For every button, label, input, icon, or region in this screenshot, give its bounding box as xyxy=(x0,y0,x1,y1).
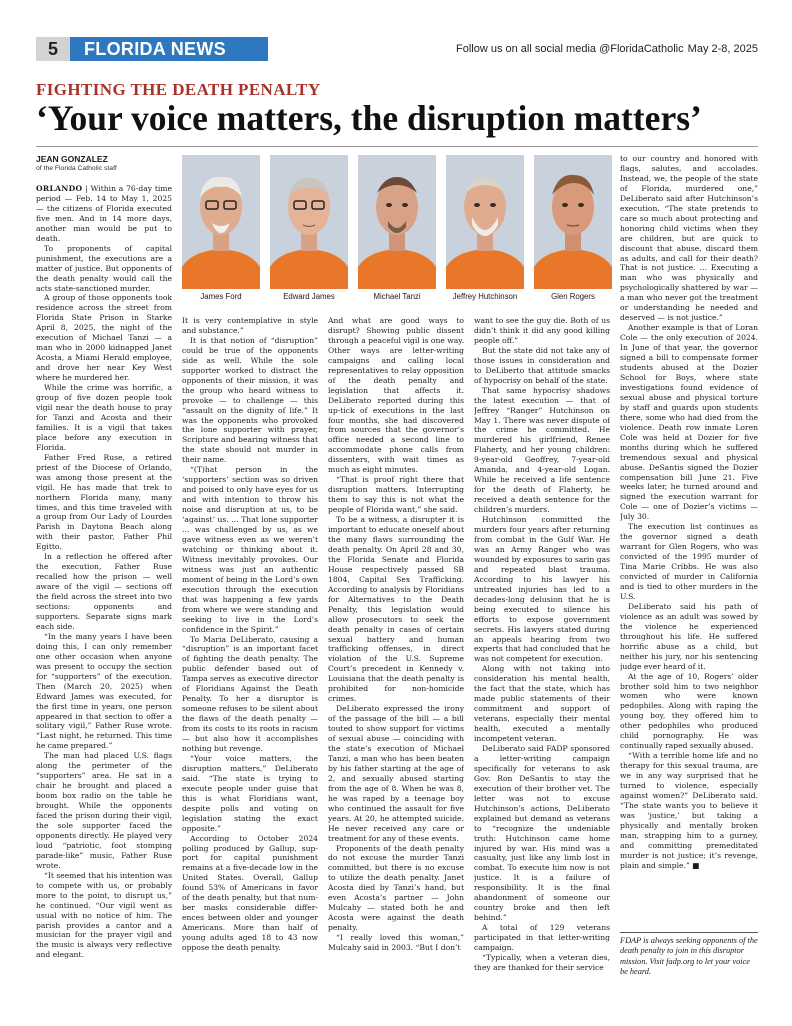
article-paragraph: “That is proof right there that disruption matters. Interrupting them to say this is not what the people of Florida want,” she said. xyxy=(328,475,464,515)
article-paragraph: That same hypocrisy shadows the latest execution — that of Jeffrey “Ranger” Hutchinson on May 1. There was never dispute of the crime he committed. He murdered his girlfriend, Renee Flaherty, and her young children: 9-year-old Geoffrey, 7-year-old Amanda, and 4-year-old Logan. While he received a life sentence for the death of Flaherty, he received a death sentence for the children’s murders. xyxy=(474,385,610,515)
article-paragraph: to our country and honored with flags, salutes, and accolades. Instead, we, the people of the state of Florida, murdered one,” DeLiberato said after Hutchinson’s execution. “The state pretends to care so much about protecting and honoring child victims when they are children, but are quick to discount that abuse, discard them as adults, and call for their death? That is not justice. … Executing a man who was physically and psychologically shattered by war — a man who never got the treatment or understanding he needed and deserved — is not justice.” xyxy=(620,154,758,323)
article-column-4 xyxy=(474,316,610,976)
mugshot-image xyxy=(534,155,612,289)
article-paragraph: It is that notion of “disruption” could be true of the opponents side as well. While the sole supporter worked to distract the opponents of their mission, it was the group who heard witness to provoke — to challenge — this “assault on the dignity of life.” It was the opponents who provoked the lone supporter with prayer, Scripture and bearing witness that the state should not murder in their name. xyxy=(182,335,318,465)
page-header xyxy=(36,37,758,61)
article-paragraph: DeLiberato expressed the irony of the passage of the bill — a bill touted to show support for victims of sexual abuse — coinciding with the state’s execution of Michael Tanzi, a man who has been beaten by his father starting at the age of 2, and sexually abused starting from the age of 8. When he was 8, he was raped by a teenage boy who continued the assault for five years. At 20, he attempted suicide. He never received any care or treatment for any of these events. xyxy=(328,704,464,843)
article-paragraph: Along with not taking into consideration his mental health, the fact that the state, which has made public statements of their commitment and support of veterans, especially their mental health, executed a mentally incompetent veteran. xyxy=(474,664,610,744)
article-paragraph: A total of 129 veterans participated in that letter-writing campaign. xyxy=(474,923,610,953)
mugshot-image xyxy=(270,155,348,289)
mugshot-caption: James Ford xyxy=(200,292,242,301)
article-column-5 xyxy=(620,154,758,928)
mugshot-caption: Michael Tanzi xyxy=(373,292,421,301)
byline xyxy=(36,154,172,172)
page-number: 5 xyxy=(36,37,70,61)
fdap-note: FDAP is always seeking opponents of the death penalty to join in this disruptor mission. Visit fadp.org to let your voice be heard. xyxy=(620,936,758,977)
article-paragraph: To be a witness, a disrupter it is important to educate oneself about the many flaws surrounding the death penalty. On April 28 and 30, the Florida Senate and Florida House respectively passed SB 1804, Capital Sex Trafficking. According to analysis by Floridians for Alternatives to the Death Penalty, this legislation would allow prosecutors to seek the death penalty in cases of certain sexual battery and human trafficking offenses, in direct violation of the U.S. Supreme Court’s precedent in Kennedy v. Louisiana that the death penalty is prohibited for non-homicide crimes. xyxy=(328,515,464,704)
article-paragraph: “Your voice matters, the disruption matters,” DeLiberato said. “The state is trying to execute people under guise that this is what Floridians want, despite polls and voting on legislation stating the exact opposite.” xyxy=(182,753,318,833)
mugshot-glen-rogers xyxy=(534,155,612,301)
social-follow-text: Follow us on all social media @FloridaCatholic xyxy=(456,43,684,55)
byline-role: of the Florida Catholic staff xyxy=(36,165,117,172)
article-paragraph: DeLiberato said FADP sponsored a letter-writing campaign specifically for veterans to ask Gov. Ron DeSantis to stay the execution of their brother vet. The letter was not to excuse Hutchinson’s actions, DeLiberato explained but demand as veterans to “recognize the undeniable truth: Hutchinson came home injured by war. His mind was a casualty, just like any limb lost in combat. To execute him now is not justice. It is a failure of responsibility. It is the final abandonment of someone our country broke and then left behind.” xyxy=(474,743,610,923)
article-paragraph: DeLiberato said his path of violence as an adult was sowed by the violence he experienced throughout his life. He suffered horrific abuse as a child, but neither his jury, nor his sentencing judge ever heard of it. xyxy=(620,601,758,671)
mugshot-strip xyxy=(182,155,614,305)
article-headline: ‘Your voice matters, the disruption matters’ xyxy=(36,98,702,138)
article-paragraph: In a reflection he offered after the execution, Father Ruse recalled how the prison — well aware of the vigil — sections off the field across the street into two sections: opponents and supporters. Separate signs mark each side. xyxy=(36,552,172,631)
note-divider xyxy=(620,932,758,933)
article-paragraph: “In the many years I have been doing this, I can only remember one other occasion when anyone was present to occupy the section for “supporters” of the execution. Then (March 20, 2025) when Edward James was executed, for the first time in years, one person appeared in that section to offer a solitary vigil,” Father Ruse wrote. “Last night, he returned. This time he came prepared.” xyxy=(36,631,172,751)
article-paragraph: “With a terrible home life and no therapy for this sexual trauma, are we in any way surprised that he turned to violence, especially against women?” DeLiberato said. “The state wants you to believe it was ‘justice,’ but taking a physically and mentally broken man, strapping him to a gurney, and committing premeditated murder is not justice; it’s revenge, plain and simple.” ■ xyxy=(620,751,758,870)
mugshot-caption: Jeffrey Hutchinson xyxy=(452,292,518,301)
article-paragraph: To Maria DeLiberato, causing a “disruption” is an important facet of fighting the death penalty. The public defender based out of Tampa serves as executive director of Floridians Against the Death Penalty. To her a disruptor is someone refuses to be silent about the flaws of the death penalty — from its costs to its roots in racism — but also how it accomplishes nothing but revenge. xyxy=(182,634,318,753)
mugshot-caption: Edward James xyxy=(283,292,335,301)
article-paragraph: According to October 2024 polling produced by Gallup, support for capital punishment remains at a five-decade low in the United States. Overall, Gallup found 53% of Americans in favor of the death penalty, but that number masks considerable differences between older and younger Americans. More than half of young adults aged 18 to 43 now oppose the death penalty. xyxy=(182,833,318,953)
article-paragraph: “(T)hat person in the ‘supporters’ section was so driven and poised to only have eyes for us and with intention to throw his noise and disruption at us, to be ‘against’ us. … That lone supporter … was challenged by us, as we gave witness even as we weren’t watching or thinking about it. Witness inevitably provokes. Our witness was just an authentic moment of being in the Lord’s own execution through the execution that was happening a few yards from where we were standing and seeking to live in the Lord’s confidence in the Spirit.” xyxy=(182,465,318,634)
article-paragraph: The man had placed U.S. flags along the perimeter of the “supporters” area. He sat in a chair he brought and placed a boom box radio on the table he brought. While the opponents faced the prison during their vigil, the sole supporter faced the opponents directly. He played very loud “patriotic, foot stomping parade-like” music, Father Ruse wrote. xyxy=(36,751,172,870)
article-paragraph: At the age of 10, Rogers’ older brother sold him to two neighbor women who were known pedophiles. Along with raping the young boy, they offered him to other pedophiles who produced child pornography. He was continually raped sexually abused. xyxy=(620,671,758,751)
article-column-2 xyxy=(182,316,318,976)
article-paragraph: Father Fred Ruse, a retired priest of the Diocese of Orlando, was among those present at the vigil. He has made that trek to northern Florida many, many times, and this time traveled with a group from Our Lady of Lourdes Parish in Daytona Beach along with their pastor, Father Phil Egitto. xyxy=(36,452,172,552)
article-paragraph: Proponents of the death penalty do not excuse the murder Tanzi committed, but there is no excuse to utilize the death penalty. Janet Acosta died by Tanzi’s hand, but even Acosta’s partner — John Mulcahy — stated both he and Acosta were against the death penalty. xyxy=(328,843,464,933)
article-paragraph: While the crime was horrific, a group of five dozen people took vigil near the death house to pray for Tanzi and Acosta and their families. It is a vigil that takes place before any execution in Florida. xyxy=(36,383,172,452)
article-paragraph: And what are good ways to disrupt? Showing public dissent through a peaceful vigil is one way. Other ways are letter-writing campaigns and calling local representatives to relay opposition of the death penalty and legislation that affects it. DeLiberato reported during this up-tick of executions in the last four months, she had discovered from sources that the governor’s office needed a second line to accommodate phone calls from dissenters, with wait times as much as eight minutes. xyxy=(328,316,464,475)
mugshot-image xyxy=(446,155,524,289)
section-label: FLORIDA NEWS xyxy=(70,37,268,61)
article-paragraph: A group of those opponents took residence across the street from Florida State Prison in Starke April 8, 2025, the night of the execution of Michael Tanzi — a man who in 2000 kidnapped Janet Acosta, a Miami Herald employee, and drove her near Key West where he murdered her. xyxy=(36,293,172,383)
article-paragraph: ORLANDO | Within a 76-day time period — Feb. 14 to May 1, 2025 — the citizens of Florida executed five men. And in 14 more days, another man would be put to death. xyxy=(36,184,172,243)
mugshot-image xyxy=(358,155,436,289)
article-paragraph: want to see the guy die. Both of us didn’t think it did any good killing people off.” xyxy=(474,316,610,345)
mugshot-jeffrey-hutchinson xyxy=(446,155,524,301)
mugshot-caption: Glen Rogers xyxy=(551,292,595,301)
article-paragraph: The execution list continues as the governor signed a death warrant for Glen Rogers, who was convicted of the 1995 murder of Tina Marie Cribbs. He was also convicted of murder in California and is tied to other murders in the U.S. xyxy=(620,522,758,601)
mugshot-michael-tanzi xyxy=(358,155,436,301)
mugshot-image xyxy=(182,155,260,289)
issue-date: May 2-8, 2025 xyxy=(687,43,758,55)
article-paragraph: Another example is that of Loran Cole — the only execution of 2024. In June of that year, the governor signed a bill to compensate former students abused at the Dozier School for Boys, where state investigations found evidence of sexual abuse and physical torture by staff and guards upon students there, some who had died from the violence. Death row inmate Loren Cole was held at Dozier for five months during which he suffered tremendous sexual and physical abuse. DeSantis signed the Dozier compensation bill June 21. Five weeks later, he turned around and signed the execution warrant for Cole — one of Dozier’s victims — July 30. xyxy=(620,323,758,522)
headline-divider xyxy=(36,146,758,147)
article-column-1 xyxy=(36,184,172,974)
article-paragraph: “Typically, when a veteran dies, they are thanked for their service xyxy=(474,953,610,972)
paragraph-text: Within a 76-day time period — Feb. 14 to May 1, 2025 — the citizens of Florida executed five men. And in 14 more days, another man would be put to death. xyxy=(36,184,172,243)
article-kicker: FIGHTING THE DEATH PENALTY xyxy=(36,80,321,99)
article-paragraph: It is very contemplative in style and substance.” xyxy=(182,316,318,335)
article-paragraph: “I really loved this woman,” Mulcahy said in 2003. “But I don’t xyxy=(328,933,464,953)
byline-name: JEAN GONZALEZ xyxy=(36,154,108,164)
article-column-3 xyxy=(328,316,464,976)
mugshot-edward-james xyxy=(270,155,348,301)
article-paragraph: To proponents of capital punishment, the executions are a matter of justice. But opponents of the death penalty would call the acts state-sanctioned murder. xyxy=(36,243,172,293)
mugshot-james-ford xyxy=(182,155,260,301)
article-paragraph: Hutchinson committed the murders four years after returning from combat in the Gulf War. He was an Army Ranger who was wounded by exposures to sarin gas and repeated blast trauma. According to his lawyer his untreated injuries has led to a decades-long delusion that he is being executed to silence his efforts to expose government secrets. His lawyers stated during an appeals hearing from two experts that had concluded that he was not competent for execution. xyxy=(474,515,610,664)
article-paragraph: But the state did not take any of those issues in consideration and to DeLiberto that attitude smacks of hypocrisy on behalf of the state. xyxy=(474,345,610,385)
dateline: ORLANDO xyxy=(36,184,83,193)
article-paragraph: “It seemed that his intention was to compete with us, or probably more to the point, to disrupt us,” he continued. “Our vigil went as usual with no notice of him. The parish provides a cantor and a musician for the prayer vigil and the music is always very reflective and elegant. xyxy=(36,870,172,960)
